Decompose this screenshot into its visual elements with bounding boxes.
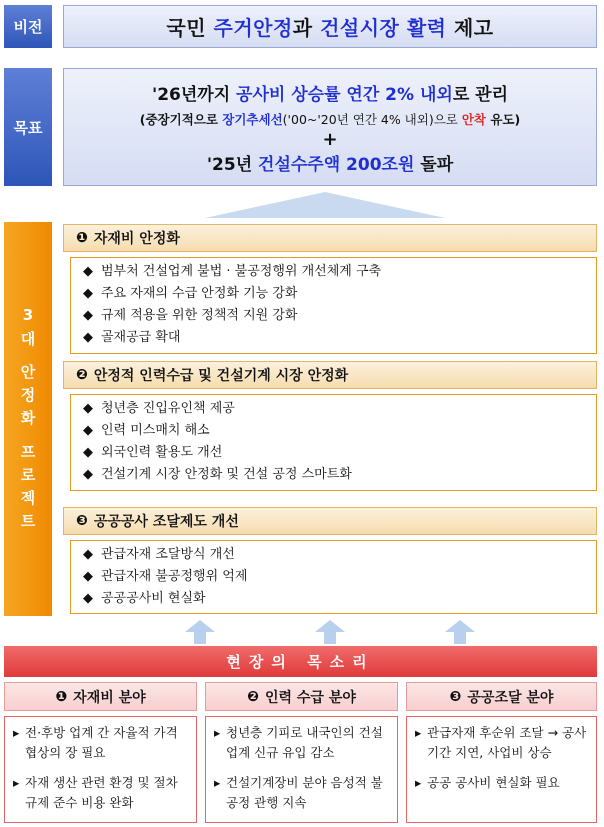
list-item-text: 청년층 기피로 내국인의 건설업계 신규 유입 감소	[226, 725, 383, 760]
voice-1-title: 자재비 분야	[73, 689, 146, 706]
voice-3-title: 공공조달 분야	[467, 689, 554, 706]
goal-text: 로 관리	[452, 84, 508, 105]
list-item	[83, 464, 584, 486]
goal-keyword-settle: 안착	[461, 111, 486, 127]
diamond-bullet-icon: ◆	[83, 286, 93, 301]
list-item	[83, 566, 584, 588]
diamond-bullet-icon: ◆	[83, 591, 93, 606]
voice-2-header	[205, 682, 398, 711]
goal-label: 목표	[4, 68, 52, 186]
list-item-text: 범부처 건설업계 불법 · 불공정행위 개선체계 구축	[101, 264, 382, 279]
list-item-text: 규제 적용을 위한 정책적 지원 강화	[101, 308, 298, 323]
voice-2-items	[205, 716, 398, 823]
triangle-bullet-icon: ▸	[415, 725, 422, 740]
voice-2-title: 인력 수급 분야	[264, 689, 356, 706]
list-item-text: 자재 생산 관련 환경 및 절차규제 준수 비용 완화	[25, 775, 178, 810]
voice-up-arrow-2	[315, 620, 345, 644]
voice-1-items	[4, 716, 197, 823]
list-item	[214, 773, 389, 813]
list-item-text: 공공 공사비 현실화 필요	[427, 775, 560, 790]
list-item	[83, 261, 584, 283]
project-2-items	[70, 394, 597, 491]
goal-text: ('00~'20년 연간 4% 내외)으로	[282, 111, 462, 127]
projects-label-char: 안	[20, 362, 36, 381]
list-item	[83, 588, 584, 610]
projects-label-char: 트	[20, 512, 36, 531]
projects-label-char: 로	[20, 465, 36, 484]
goal-box	[63, 68, 597, 186]
voice-up-arrow-3	[445, 620, 475, 644]
vision-text-part: 과	[292, 16, 321, 40]
list-item-text: 외국인력 활용도 개선	[101, 445, 223, 460]
goal-line-3	[64, 150, 596, 175]
diamond-bullet-icon: ◆	[83, 401, 93, 416]
projects-label-char: 화	[20, 409, 36, 428]
project-1-number: ❶	[76, 230, 88, 246]
project-1-header	[63, 224, 597, 252]
list-item-text: 관급자재 조달방식 개선	[101, 547, 235, 562]
voice-2-number: ❷	[247, 688, 259, 705]
projects-label-char: 프	[20, 442, 36, 461]
list-item-text: 청년층 진입유인책 제공	[101, 401, 235, 416]
triangle-bullet-icon: ▸	[415, 775, 422, 790]
vision-keyword-housing: 주거안정	[213, 16, 293, 40]
goal-text: (중장기적으로	[139, 111, 223, 127]
list-item	[83, 420, 584, 442]
vision-statement	[166, 12, 493, 41]
projects-label	[4, 222, 52, 616]
triangle-bullet-icon: ▸	[214, 725, 221, 740]
diamond-bullet-icon: ◆	[83, 467, 93, 482]
triangle-bullet-icon: ▸	[13, 775, 20, 790]
list-item-text: 관급자재 불공정행위 억제	[101, 569, 248, 584]
diamond-bullet-icon: ◆	[83, 423, 93, 438]
vision-text-part: 제고	[446, 16, 494, 40]
voice-1-number: ❶	[55, 688, 68, 705]
list-item	[83, 398, 584, 420]
list-item-text: 전·후방 업계 간 자율적 가격협상의 장 필요	[25, 725, 178, 760]
list-item-text: 건설기계장비 분야 음성적 불공정 관행 지속	[226, 775, 383, 810]
project-1-items	[70, 257, 597, 354]
diamond-bullet-icon: ◆	[83, 445, 93, 460]
diamond-bullet-icon: ◆	[83, 264, 93, 279]
voice-3-items	[406, 716, 597, 823]
voice-1-header	[4, 682, 197, 711]
list-item	[83, 283, 584, 305]
list-item	[214, 723, 389, 763]
goal-keyword-trend: 장기추세선	[222, 111, 283, 127]
voice-3-number: ❸	[449, 688, 462, 705]
project-3-header	[63, 507, 597, 535]
goal-text: '25년	[206, 154, 259, 175]
diamond-bullet-icon: ◆	[83, 569, 93, 584]
list-item	[415, 723, 588, 763]
diamond-bullet-icon: ◆	[83, 547, 93, 562]
list-item-text: 공공공사비 현실화	[101, 591, 206, 606]
list-item	[83, 442, 584, 464]
voice-3-header	[406, 682, 597, 711]
list-item	[415, 773, 588, 793]
goal-text: 유도)	[486, 111, 521, 127]
list-item	[83, 327, 584, 349]
project-3-title: 공공공사 조달제도 개선	[93, 514, 239, 530]
list-item-text: 건설기계 시장 안정화 및 건설 공정 스마트화	[101, 467, 352, 482]
project-2-title: 안정적 인력수급 및 건설기계 시장 안정화	[93, 368, 349, 384]
project-3-number: ❸	[76, 513, 88, 529]
list-item	[83, 305, 584, 327]
list-item	[13, 773, 188, 813]
diamond-bullet-icon: ◆	[83, 330, 93, 345]
triangle-bullet-icon: ▸	[214, 775, 221, 790]
goal-text: 돌파	[414, 154, 454, 175]
vision-label: 비전	[4, 5, 52, 48]
list-item	[13, 723, 188, 763]
goal-text: '26년까지	[152, 84, 237, 105]
diamond-bullet-icon: ◆	[83, 308, 93, 323]
project-2-number: ❷	[76, 367, 88, 383]
project-2-header	[63, 361, 597, 389]
goal-line-2	[64, 110, 596, 128]
projects-label-char: 젝	[20, 489, 36, 508]
list-item-text: 주요 자재의 수급 안정화 기능 강화	[101, 286, 298, 301]
goal-plus: +	[322, 128, 338, 150]
goal-keyword-orders: 건설수주액 200조원	[258, 154, 415, 175]
projects-label-char: 정	[20, 386, 36, 405]
vision-keyword-market: 건설시장 활력	[320, 16, 447, 40]
project-1-title: 자재비 안정화	[93, 231, 180, 247]
goal-line-1	[64, 80, 596, 105]
voice-up-arrow-1	[185, 620, 215, 644]
voices-title: 현장의 목소리	[4, 646, 597, 677]
list-item-text: 인력 미스매치 해소	[101, 423, 210, 438]
projects-label-char: 대	[20, 329, 36, 348]
project-3-items	[70, 540, 597, 614]
goal-keyword-cost: 공사비 상승률 연간 2% 내외	[236, 84, 453, 105]
list-item-text: 관급자재 후순위 조달 → 공사기간 지연, 사업비 상승	[427, 725, 587, 760]
vision-text-part: 국민	[166, 16, 214, 40]
list-item-text: 골재공급 확대	[101, 330, 181, 345]
vision-box	[63, 5, 597, 48]
list-item	[83, 544, 584, 566]
triangle-bullet-icon: ▸	[13, 725, 20, 740]
projects-label-char: 3	[22, 306, 34, 325]
goal-up-arrow	[205, 190, 445, 218]
